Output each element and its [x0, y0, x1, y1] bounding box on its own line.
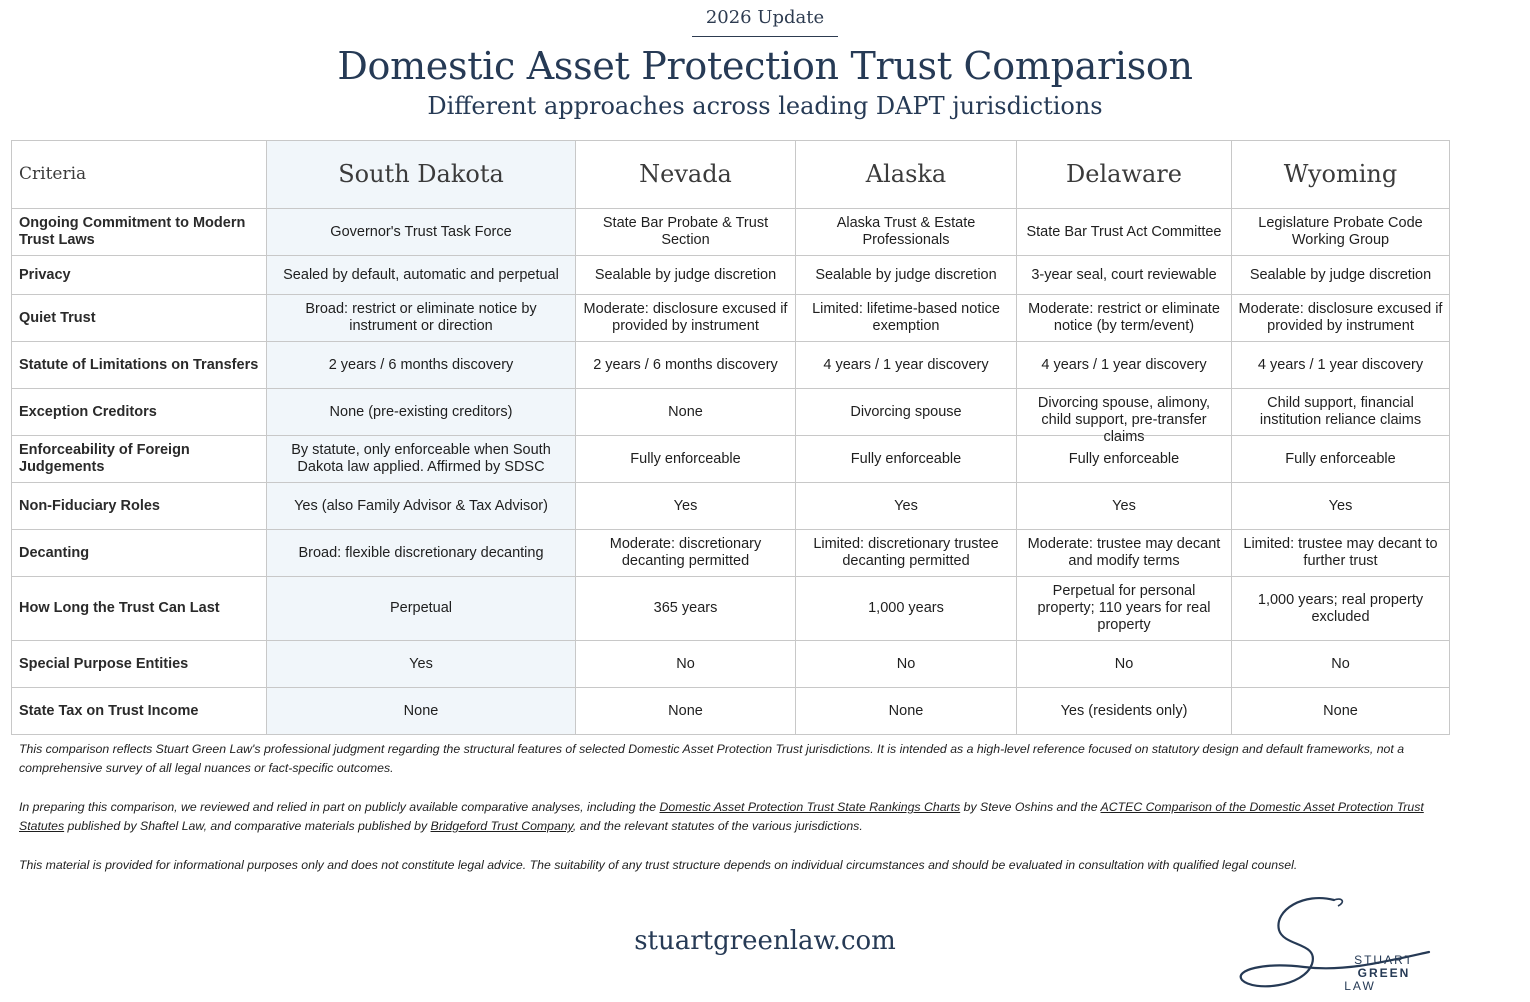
oshins-rankings-link[interactable]: Domestic Asset Protection Trust State Rankings Charts [659, 800, 961, 814]
cell-delaware: 4 years / 1 year discovery [1017, 342, 1232, 389]
cell-alaska: Yes [796, 483, 1017, 530]
page-title: Domestic Asset Protection Trust Comparison [337, 44, 1193, 88]
criteria-cell: Ongoing Commitment to Modern Trust Laws [12, 209, 267, 256]
table-row [12, 641, 1450, 688]
criteria-cell: Quiet Trust [12, 295, 267, 342]
criteria-cell: Special Purpose Entities [12, 641, 267, 688]
cell-delaware: Yes (residents only) [1017, 688, 1232, 735]
cell-nevada: Moderate: discretionary decanting permitted [576, 530, 796, 577]
cell-alaska: Sealable by judge discretion [796, 256, 1017, 295]
update-label: 2026 Update [705, 7, 825, 28]
cell-alaska: 1,000 years [796, 577, 1017, 641]
cell-south-dakota: Governor's Trust Task Force [267, 209, 576, 256]
criteria-cell: State Tax on Trust Income [12, 688, 267, 735]
cell-nevada: Fully enforceable [576, 436, 796, 483]
cell-delaware [1017, 389, 1232, 445]
cell-nevada: No [576, 641, 796, 688]
cell-nevada: State Bar Probate & Trust Section [576, 209, 796, 256]
cell-wyoming: Limited: trustee may decant to further trust [1232, 530, 1450, 577]
legal-notice-paragraph: This material is provided for informational purposes only and does not constitute legal advice. The suitability of any trust structure depends on individual circumstances and should be evaluated in consultation with qualified legal counsel. [19, 858, 1298, 872]
table-row [12, 295, 1450, 342]
cell-delaware: Perpetual for personal property; 110 years for real property [1017, 577, 1232, 641]
cell-wyoming: Yes [1232, 483, 1450, 530]
cell-delaware: Moderate: restrict or eliminate notice (by term/event) [1017, 295, 1232, 342]
actec-comparison-link[interactable]: ACTEC Comparison of the Domestic Asset Protection Trust Statutes [19, 800, 1424, 833]
column-header-alaska: Alaska [796, 141, 1017, 209]
cell-delaware-text: Divorcing spouse, alimony, child support, pre-transfer claims [1037, 395, 1211, 445]
cell-delaware: Moderate: trustee may decant and modify terms [1017, 530, 1232, 577]
cell-delaware: 3-year seal, court reviewable [1017, 256, 1232, 295]
cell-nevada: 2 years / 6 months discovery [576, 342, 796, 389]
disclaimer-paragraph: This comparison reflects Stuart Green Law's professional judgment regarding the structural features of selected Domestic Asset Protection Trust jurisdictions. It is intended as a high-level reference focused on statutory design and default frameworks, not a comprehensive survey of all legal nuances or fact-specific outcomes. [19, 742, 1405, 775]
cell-wyoming: Legislature Probate Code Working Group [1232, 209, 1450, 256]
cell-nevada: Moderate: disclosure excused if provided by instrument [576, 295, 796, 342]
table-row [12, 483, 1450, 530]
table-row [12, 688, 1450, 735]
criteria-header: Criteria [12, 141, 267, 209]
cell-alaska: Limited: lifetime-based notice exemption [796, 295, 1017, 342]
cell-nevada: Yes [576, 483, 796, 530]
criteria-cell: Exception Creditors [12, 389, 267, 436]
criteria-cell: Privacy [12, 256, 267, 295]
criteria-cell: Enforceability of Foreign Judgements [12, 436, 267, 483]
cell-south-dakota: Perpetual [267, 577, 576, 641]
cell-nevada: 365 years [576, 577, 796, 641]
cell-delaware: State Bar Trust Act Committee [1017, 209, 1232, 256]
cell-wyoming: No [1232, 641, 1450, 688]
sources-text: published by Shaftel Law, and comparative materials published by [64, 819, 431, 833]
cell-alaska: No [796, 641, 1017, 688]
criteria-cell: Statute of Limitations on Transfers [12, 342, 267, 389]
criteria-cell: Non-Fiduciary Roles [12, 483, 267, 530]
stuart-green-law-logo [1234, 892, 1434, 997]
table-row [12, 209, 1450, 256]
cell-alaska: None [796, 688, 1017, 735]
page-subtitle: Different approaches across leading DAPT jurisdictions [427, 92, 1103, 120]
cell-delaware: Fully enforceable [1017, 436, 1232, 483]
table-header-row [12, 141, 1450, 209]
column-header-south-dakota: South Dakota [267, 141, 576, 209]
cell-south-dakota: Broad: restrict or eliminate notice by instrument or direction [267, 295, 576, 342]
logo-text-green: GREEN [1357, 966, 1411, 980]
cell-delaware: No [1017, 641, 1232, 688]
comparison-table [11, 140, 1450, 735]
cell-south-dakota: Yes [267, 641, 576, 688]
criteria-cell: Decanting [12, 530, 267, 577]
cell-alaska: Divorcing spouse [796, 389, 1017, 436]
criteria-cell: How Long the Trust Can Last [12, 577, 267, 641]
table-row [12, 256, 1450, 295]
column-header-nevada: Nevada [576, 141, 796, 209]
cell-wyoming: Fully enforceable [1232, 436, 1450, 483]
cell-wyoming: 4 years / 1 year discovery [1232, 342, 1450, 389]
cell-south-dakota: Broad: flexible discretionary decanting [267, 530, 576, 577]
cell-alaska: Alaska Trust & Estate Professionals [796, 209, 1017, 256]
logo-text-stuart: STUART [1354, 953, 1414, 967]
table-row [12, 530, 1450, 577]
cell-wyoming: None [1232, 688, 1450, 735]
sources-text: , and the relevant statutes of the various jurisdictions. [572, 819, 863, 833]
update-underline [692, 36, 838, 37]
table-row [12, 389, 1450, 436]
cell-south-dakota: Sealed by default, automatic and perpetual [267, 256, 576, 295]
sources-text: In preparing this comparison, we reviewed and relied in part on publicly available comparative analyses, including the [19, 800, 660, 814]
cell-south-dakota: Yes (also Family Advisor & Tax Advisor) [267, 483, 576, 530]
cell-wyoming: 1,000 years; real property excluded [1232, 577, 1450, 641]
column-header-wyoming: Wyoming [1232, 141, 1450, 209]
cell-alaska: Limited: discretionary trustee decanting permitted [796, 530, 1017, 577]
column-header-delaware: Delaware [1017, 141, 1232, 209]
bridgeford-link[interactable]: Bridgeford Trust Company [430, 819, 573, 833]
cell-nevada: None [576, 389, 796, 436]
sources-text: by Steve Oshins and the [960, 800, 1101, 814]
cell-alaska: Fully enforceable [796, 436, 1017, 483]
sources-paragraph [19, 798, 1439, 836]
cell-south-dakota: 2 years / 6 months discovery [267, 342, 576, 389]
table-row [12, 436, 1450, 483]
cell-wyoming: Sealable by judge discretion [1232, 256, 1450, 295]
cell-wyoming: Child support, financial institution reliance claims [1232, 389, 1450, 436]
table-row [12, 342, 1450, 389]
website-url[interactable]: stuartgreenlaw.com [634, 926, 896, 956]
cell-south-dakota: None (pre-existing creditors) [267, 389, 576, 436]
cell-wyoming: Moderate: disclosure excused if provided by instrument [1232, 295, 1450, 342]
cell-south-dakota: None [267, 688, 576, 735]
cell-alaska: 4 years / 1 year discovery [796, 342, 1017, 389]
cell-delaware: Yes [1017, 483, 1232, 530]
logo-text-law: LAW [1344, 979, 1376, 993]
cell-nevada: None [576, 688, 796, 735]
cell-south-dakota: By statute, only enforceable when South Dakota law applied. Affirmed by SDSC [267, 436, 576, 483]
cell-nevada: Sealable by judge discretion [576, 256, 796, 295]
table-row [12, 577, 1450, 641]
